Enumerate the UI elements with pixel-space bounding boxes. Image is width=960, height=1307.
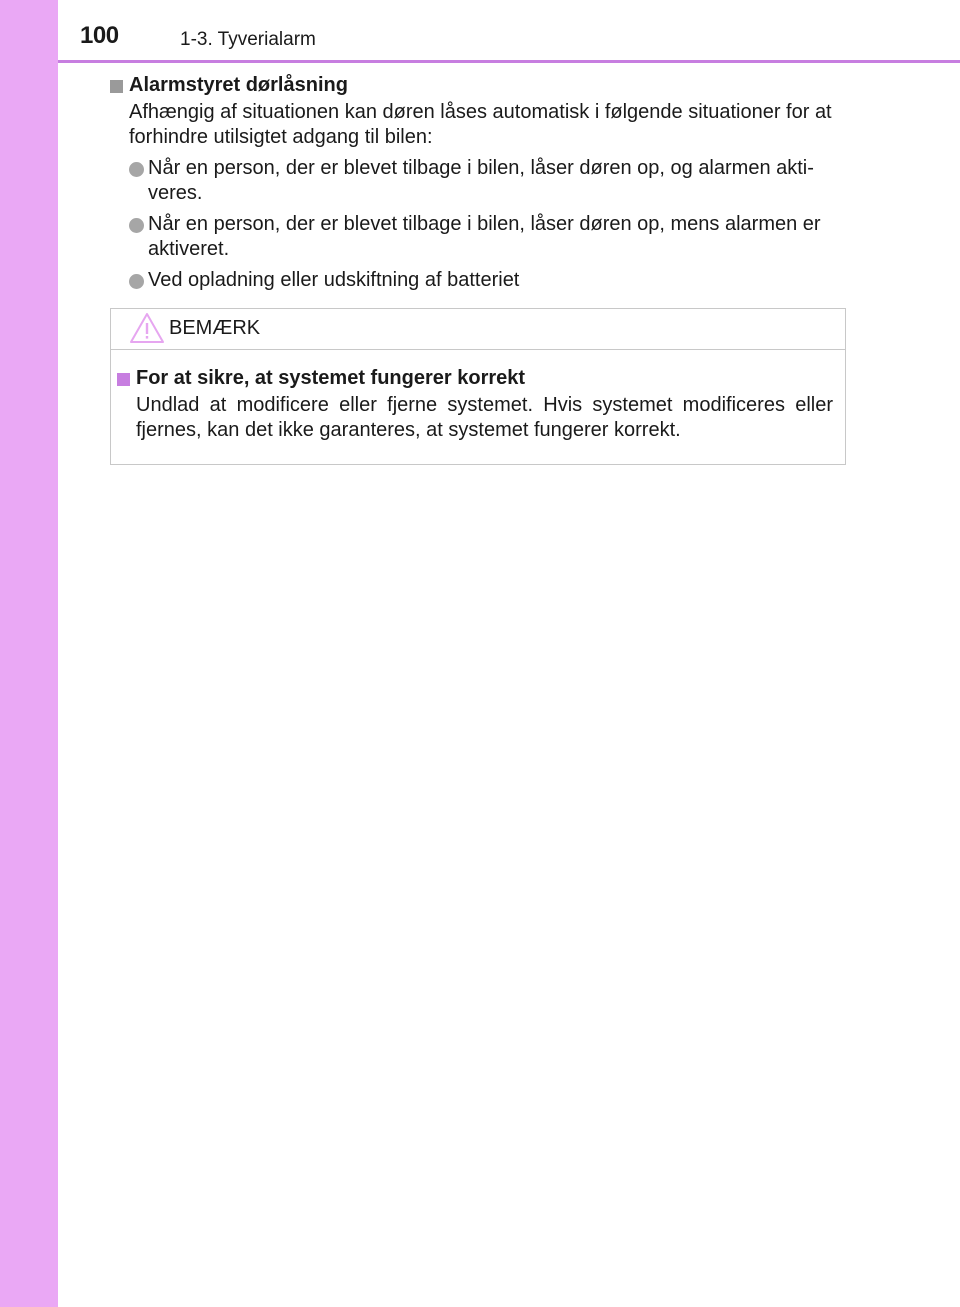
list-item xyxy=(110,156,850,206)
list-item-text: Ved opladning eller udskiftning af batteriet xyxy=(148,269,520,291)
note-heading xyxy=(117,365,833,391)
section-heading xyxy=(110,72,850,98)
note-heading-text: For at sikre, at systemet fungerer korrekt xyxy=(136,367,526,389)
header-rule xyxy=(58,60,960,63)
section-title: 1-3. Tyverialarm xyxy=(180,29,316,50)
circle-bullet-icon xyxy=(129,274,144,289)
intro-paragraph: Afhængig af situationen kan døren låses automatisk i følgende situationer for at forhindre utilsigtet adgang til bilen: xyxy=(129,101,832,148)
circle-bullet-icon xyxy=(129,162,144,177)
note-body xyxy=(117,365,833,443)
square-bullet-icon xyxy=(110,80,123,93)
note-title: BEMÆRK xyxy=(169,317,261,339)
side-color-band xyxy=(0,0,58,1307)
note-header xyxy=(111,309,845,350)
square-bullet-icon xyxy=(117,373,130,386)
warning-triangle-icon xyxy=(129,312,165,344)
note-paragraph: Undlad at modificere eller fjerne systemet. Hvis systemet modificeres eller fjernes, kan det ikke garanteres, at systemet fungerer korrekt. xyxy=(136,394,833,441)
list-item xyxy=(110,268,850,293)
list-item xyxy=(110,212,850,262)
list-item-text: Når en person, der er blevet tilbage i bilen, låser døren op, og alarmen akti-veres. xyxy=(148,157,814,204)
section-heading-text: Alarmstyret dørlåsning xyxy=(129,74,348,96)
main-content xyxy=(110,72,850,293)
note-box xyxy=(110,308,846,465)
circle-bullet-icon xyxy=(129,218,144,233)
list-item-text: Når en person, der er blevet tilbage i bilen, låser døren op, mens alarmen er aktiveret. xyxy=(148,213,821,260)
page-number: 100 xyxy=(80,22,119,49)
